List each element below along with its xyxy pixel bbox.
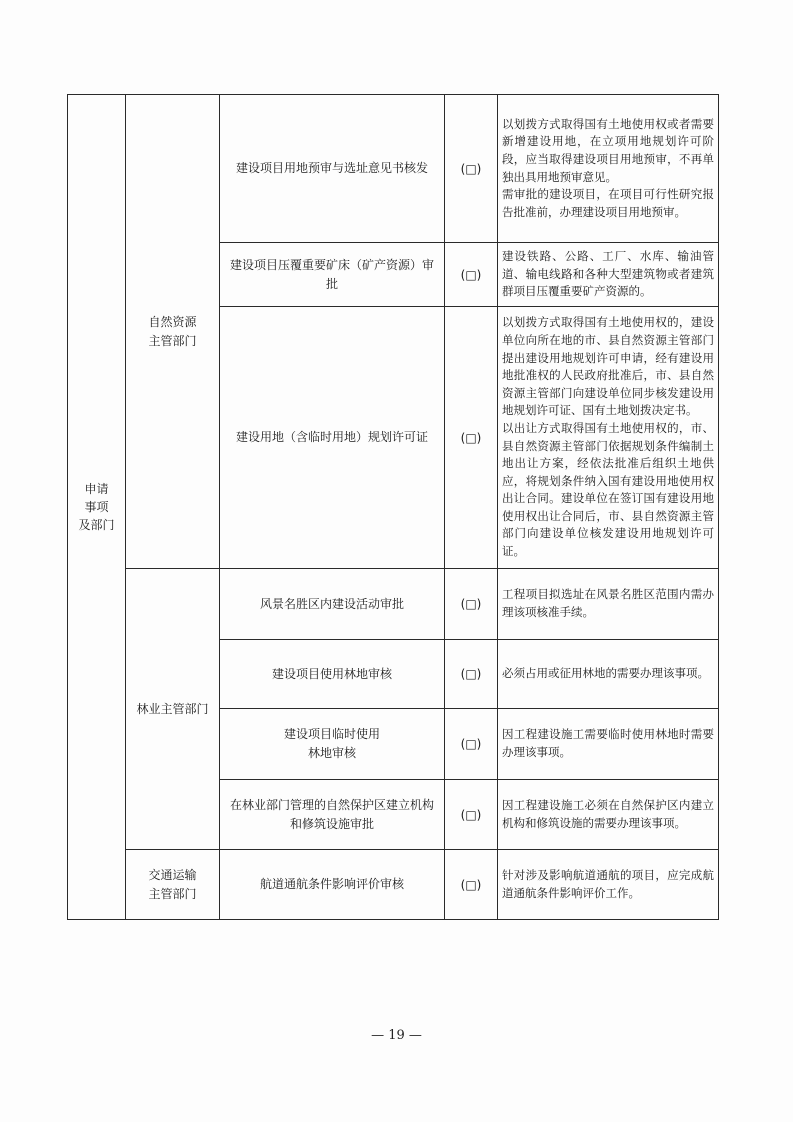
- item-name: [220, 780, 445, 850]
- note-text: 工程项目拟选址在风景名胜区范围内需办理该项核准手续。: [502, 587, 714, 619]
- department-name: 自然资源 主管部门: [148, 314, 197, 348]
- note-text: 因工程建设施工必须在自然保护区内建立机构和修筑设施的需要办理该事项。: [502, 797, 714, 830]
- table-row: [68, 95, 719, 243]
- item-text: 建设项目使用林地审核: [271, 666, 392, 681]
- department-cell: [126, 95, 220, 569]
- item-note: [498, 307, 719, 569]
- department-name: 交通运输 主管部门: [148, 867, 197, 901]
- checkbox-mark: (□): [445, 850, 498, 920]
- item-text: 航道通航条件影响评价审核: [259, 877, 404, 891]
- table-row: [68, 569, 719, 640]
- item-text: 建设项目用地预审与选址意见书核发: [235, 161, 428, 175]
- item-note: [498, 640, 719, 709]
- item-note: [498, 709, 719, 780]
- item-note: [498, 569, 719, 640]
- item-name: [220, 850, 445, 920]
- item-text: 建设项目临时使用 林地审核: [283, 727, 380, 760]
- checkbox-mark: (□): [445, 307, 498, 569]
- item-name: [220, 307, 445, 569]
- item-note: [498, 243, 719, 307]
- table-row: [68, 850, 719, 920]
- item-name: [220, 243, 445, 307]
- requirements-table: [67, 94, 719, 920]
- page-number: — 19 —: [371, 1028, 422, 1043]
- checkbox-mark: (□): [445, 640, 498, 709]
- checkbox-mark: (□): [445, 780, 498, 850]
- item-text: 建设用地（含临时用地）规划许可证: [235, 430, 428, 444]
- note-text: 针对涉及影响航道通航的项目，应完成航道通航条件影响评价工作。: [502, 867, 714, 900]
- checkbox-mark: (□): [445, 95, 498, 243]
- checkbox-mark: (□): [445, 709, 498, 780]
- item-name: [220, 640, 445, 709]
- item-name: [220, 709, 445, 780]
- item-note: [498, 780, 719, 850]
- note-text: 以划拨方式取得国有土地使用权或者需要新增建设用地，在立项用地规划许可阶段，应当取得建设项目用地预审，不再单独出具用地预审意见。 需审批的建设项目，在项目可行性研究报告批准前，办理建设项目用地预审。: [502, 116, 714, 219]
- item-name: [220, 95, 445, 243]
- department-name: 林业主管部门: [136, 701, 209, 716]
- department-cell: [126, 569, 220, 850]
- note-text: 因工程建设施工需要临时使用林地时需要办理该事项。: [502, 727, 714, 759]
- checkbox-mark: (□): [445, 569, 498, 640]
- note-text: 必须占用或征用林地的需要办理该事项。: [502, 666, 709, 681]
- note-text: 以划拨方式取得国有土地使用权的，建设单位向所在地的市、县自然资源主管部门提出建设用地规划许可申请，经有建设用地批准权的人民政府批准后，市、县自然资源主管部门向建设单位同步核发建设用地规划许可证、国有土地划拨决定书。 以出让方式取得国有土地使用权的，市、县自然资源主管部门依据规划条件编制土地出让方案，经依法批准后组织土地供应，将规划条件纳入国有建设用地使用权出让合同。建设单位在签订国有建设用地使用权出让合同后，市、县自然资源主管部门向建设单位核发建设用地规划许可证。: [502, 315, 714, 559]
- item-note: [498, 850, 719, 920]
- outer-label-text: 申请 事项 及部门: [78, 482, 115, 532]
- item-name: [220, 569, 445, 640]
- department-cell: [126, 850, 220, 920]
- item-text: 在林业部门管理的自然保护区建立机构和修筑设施审批: [229, 797, 434, 831]
- item-text: 风景名胜区内建设活动审批: [259, 596, 404, 611]
- item-text: 建设项目压覆重要矿床（矿产资源）审批: [229, 257, 434, 291]
- outer-category-label: [68, 95, 126, 920]
- checkbox-mark: (□): [445, 243, 498, 307]
- item-note: [498, 95, 719, 243]
- note-text: 建设铁路、公路、工厂、水库、输油管道、输电线路和各种大型建筑物或者建筑群项目压覆重要矿产资源的。: [502, 249, 714, 299]
